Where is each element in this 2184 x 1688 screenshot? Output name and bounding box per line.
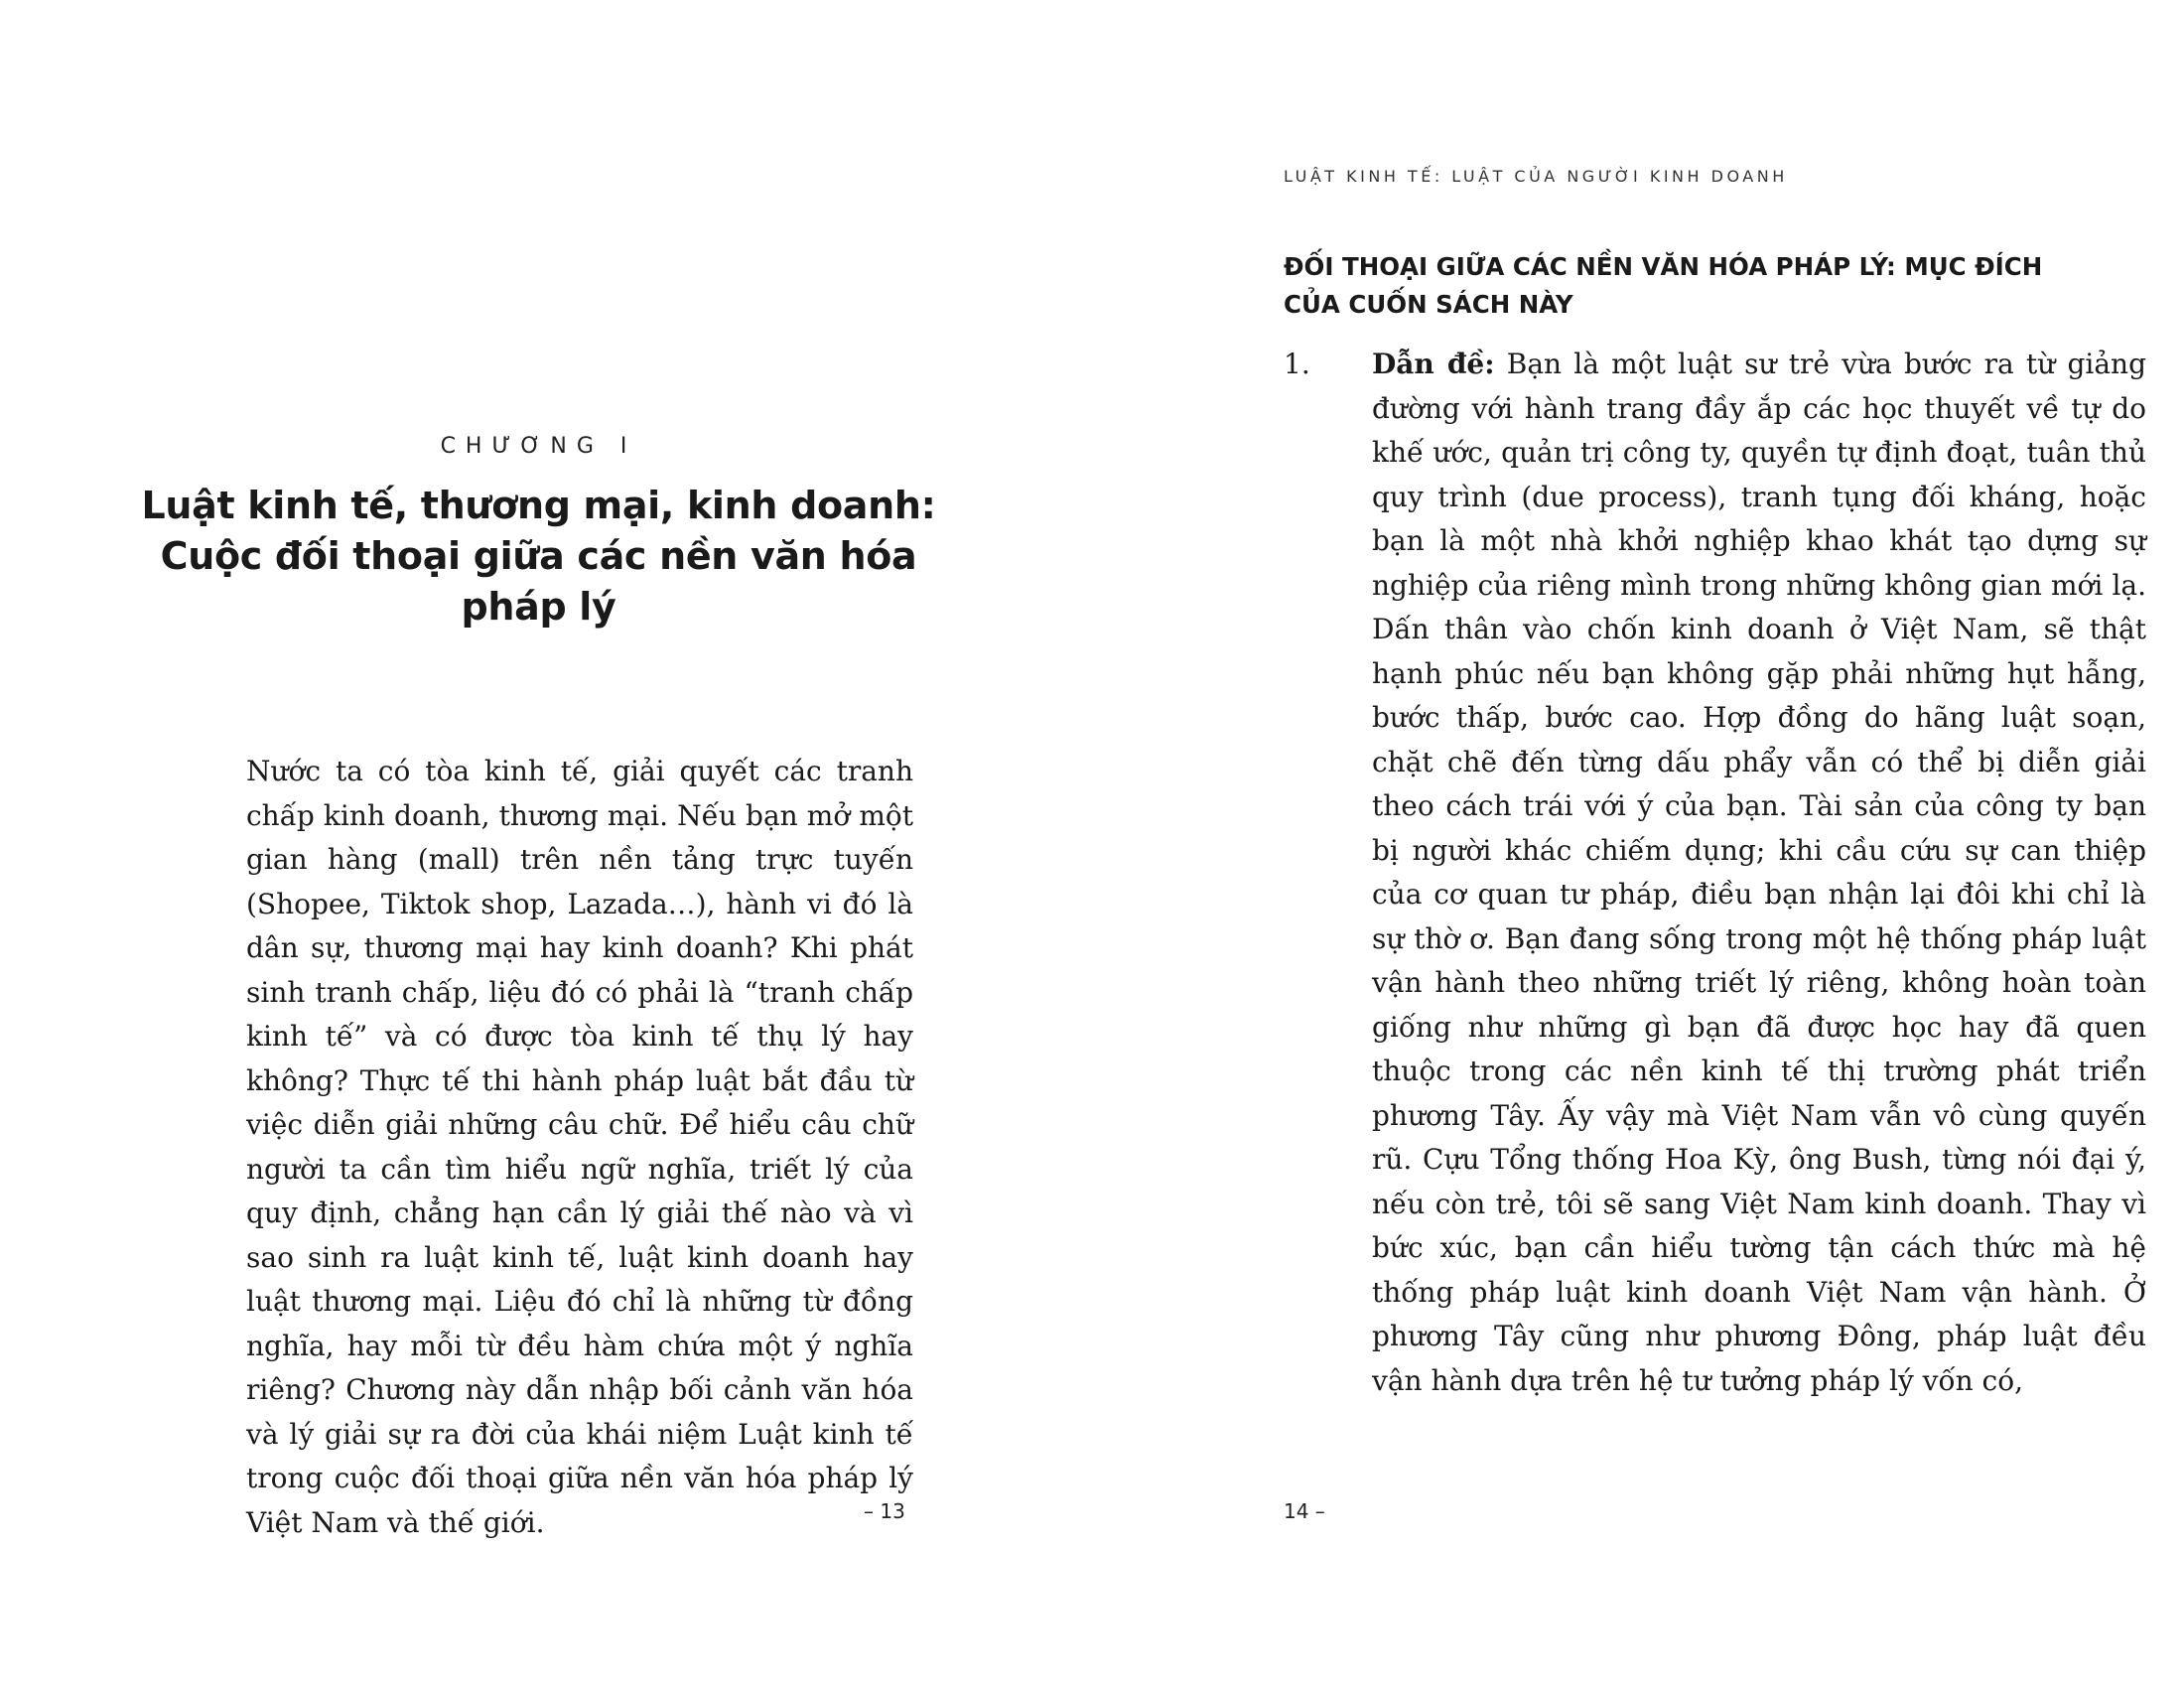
list-item-number: 1. (1284, 348, 1310, 380)
chapter-label: CHƯƠNG I (440, 434, 637, 459)
page-number: – 13 (864, 1499, 905, 1523)
section-heading: ĐỐI THOẠI GIỮA CÁC NỀN VĂN HÓA PHÁP LÝ: MỤC ĐÍCH CỦA CUỐN SÁCH NÀY (1284, 252, 2043, 319)
page-number: 14 – (1284, 1499, 1325, 1523)
running-header: LUẬT KINH TẾ: LUẬT CỦA NGƯỜI KINH DOANH (1284, 167, 1788, 186)
list-item-lead: Dẫn đề: (1372, 348, 1495, 380)
list-item-text: Bạn là một luật sư trẻ vừa bước ra từ giảng đường với hành trang đầy ắp các học thuyết về tự do khế ước, quản trị công ty, quyền tự định đoạt, tuân thủ quy trình (due process), tranh tụng đối kháng, hoặc bạn là một nhà khởi nghiệp khao khát tạo dựng sự nghiệp của riêng mình trong những không gian mới lạ. Dấn thân vào chốn kinh doanh ở Việt Nam, sẽ thật hạnh phúc nếu bạn không gặp phải những hụt hẫng, bước thấp, bước cao. Hợp đồng do hãng luật soạn, chặt chẽ đến từng dấu phẩy vẫn có thể bị diễn giải theo cách trái với ý của bạn. Tài sản của công ty bạn bị người khác chiếm dụng; khi cầu cứu sự can thiệp của cơ quan tư pháp, điều bạn nhận lại đôi khi chỉ là sự thờ ơ. Bạn đang sống trong một hệ thống pháp luật vận hành theo những triết lý riêng, không hoàn toàn giống như những gì bạn đã được học hay đã quen thuộc trong các nền kinh tế thị trường phát triển phương Tây. Ấy vậy mà Việt Nam vẫn vô cùng quyến rũ. Cựu Tổng thống Hoa Kỳ, ông Bush, từng nói đại ý, nếu còn trẻ, tôi sẽ sang Việt Nam kinh doanh. Thay vì bức xúc, bạn cần hiểu tường tận cách thức mà hệ thống pháp luật kinh doanh Việt Nam vận hành. Ở phương Tây cũng như phương Đông, pháp luật đều vận hành dựa trên hệ tư tưởng pháp lý vốn có, (1372, 348, 2146, 1397)
list-item-body (1372, 343, 2146, 1403)
right-page (1092, 0, 2184, 1688)
chapter-title: Luật kinh tế, thương mại, kinh doanh: Cuộc đối thoại giữa các nền văn hóa pháp lý (141, 484, 936, 629)
chapter-intro-paragraph: Nước ta có tòa kinh tế, giải quyết các tranh chấp kinh doanh, thương mại. Nếu bạn mở một gian hàng (mall) trên nền tảng trực tuyến (Shopee, Tiktok shop, Lazada…), hành vi đó là dân sự, thương mại hay kinh doanh? Khi phát sinh tranh chấp, liệu đó có phải là “tranh chấp kinh tế” và có được tòa kinh tế thụ lý hay không? Thực tế thi hành pháp luật bắt đầu từ việc diễn giải những câu chữ. Để hiểu câu chữ người ta cần tìm hiểu ngữ nghĩa, triết lý của quy định, chẳng hạn cần lý giải thế nào và vì sao sinh ra luật kinh tế, luật kinh doanh hay luật thương mại. Liệu đó chỉ là những từ đồng nghĩa, hay mỗi từ đều hàm chứa một ý nghĩa riêng? Chương này dẫn nhập bối cảnh văn hóa và lý giải sự ra đời của khái niệm Luật kinh tế trong cuộc đối thoại giữa nền văn hóa pháp lý Việt Nam và thế giới. (246, 755, 913, 1539)
